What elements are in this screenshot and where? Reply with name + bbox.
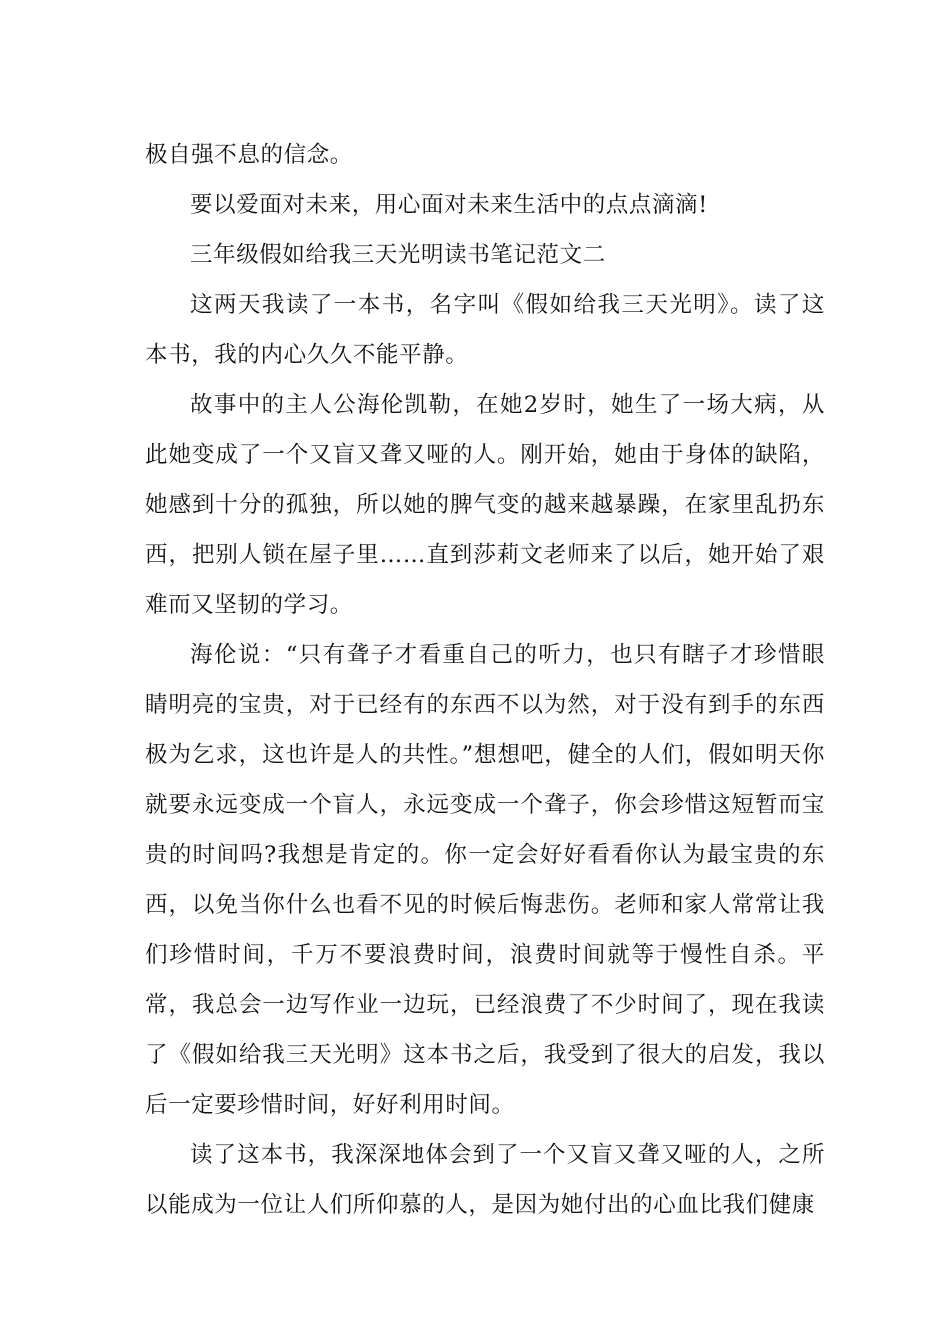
- section-heading: 三年级假如给我三天光明读书笔记范文二: [190, 242, 606, 268]
- paragraph-story: 故事中的主人公海伦凯勒，在她2岁时，她生了一场大病，从此她变成了一个又盲又聋又哑的人。刚开始，她由于身体的缺陷，她感到十分的孤独，所以她的脾气变的越来越暴躁，在家里乱扔东西，把别人锁在屋子里……直到莎莉文老师来了以后，她开始了艰难而又坚韧的学习。: [145, 392, 825, 618]
- document-body: [145, 130, 825, 1230]
- paragraph-intro: 这两天我读了一本书，名字叫《假如给我三天光明》。读了这本书，我的内心久久不能平静。: [145, 292, 825, 368]
- paragraph-reflection: 读了这本书，我深深地体会到了一个又盲又聋又哑的人，之所以能成为一位让人们所仰慕的人，是因为她付出的心血比我们健康: [145, 1142, 825, 1218]
- paragraph-quote: 海伦说：“只有聋子才看重自己的听力，也只有瞎子才珍惜眼睛明亮的宝贵，对于已经有的东西不以为然，对于没有到手的东西极为乞求，这也许是人的共性。”想想吧，健全的人们，假如明天你就要永远变成一个盲人，永远变成一个聋子，你会珍惜这短暂而宝贵的时间吗?我想是肯定的。你一定会好好看看你认为最宝贵的东西，以免当你什么也看不见的时候后悔悲伤。老师和家人常常让我们珍惜时间，千万不要浪费时间，浪费时间就等于慢性自杀。平常，我总会一边写作业一边玩，已经浪费了不少时间了，现在我读了《假如给我三天光明》这本书之后，我受到了很大的启发，我以后一定要珍惜时间，好好利用时间。: [145, 642, 825, 1118]
- paragraph-closing-line: 要以爱面对未来，用心面对未来生活中的点点滴滴!: [190, 192, 708, 218]
- paragraph-continuation: 极自强不息的信念。: [145, 142, 353, 168]
